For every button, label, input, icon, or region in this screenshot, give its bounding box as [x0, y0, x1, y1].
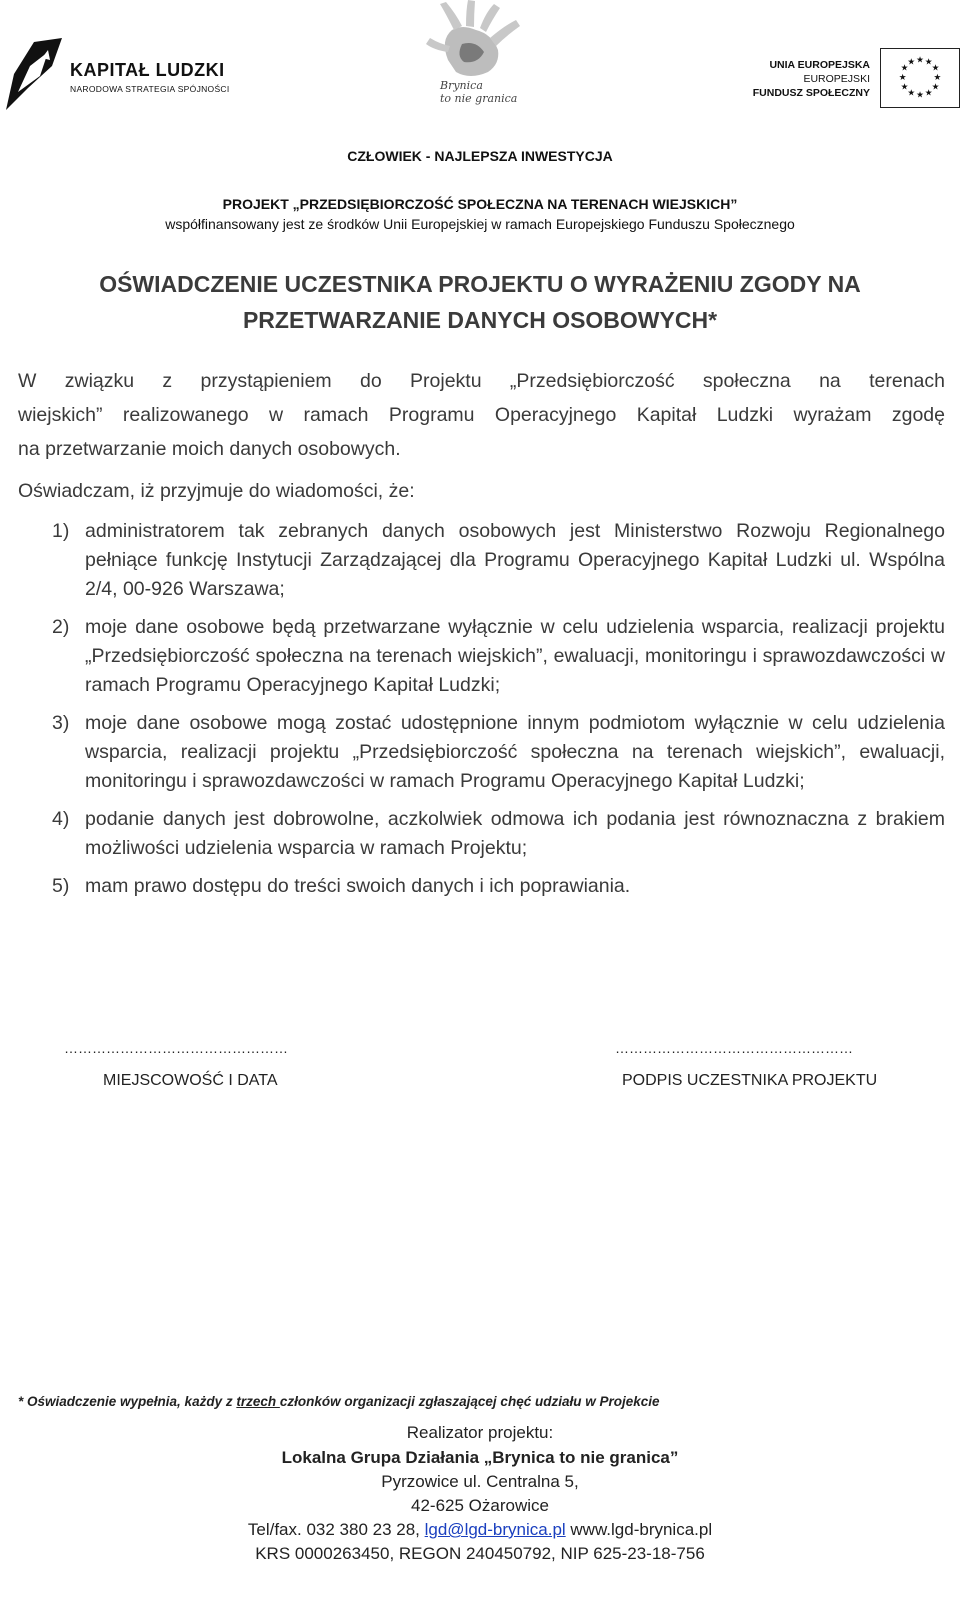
eu-logo-line2: EUROPEJSKI	[803, 73, 870, 85]
project-name: PROJEKT „PRZEDSIĘBIORCZOŚĆ SPOŁECZNA NA TERENACH WIEJSKICH”	[222, 196, 738, 212]
svg-text:★: ★	[916, 55, 924, 66]
address-line2: 42-625 Ożarowice	[411, 1496, 549, 1515]
document-title-line2: PRZETWARZANIE DANYCH OSOBOWYCH*	[242, 307, 718, 333]
intro-line1: W związku z przystąpieniem do Projektu „Przedsiębiorczość społeczna na terenach	[18, 370, 945, 392]
list-item	[52, 517, 945, 604]
brynica-logo-line2: to nie granica	[440, 92, 518, 105]
eu-flag-icon	[880, 48, 960, 108]
svg-text:★: ★	[933, 72, 942, 83]
document-title	[0, 266, 960, 338]
eu-logo	[748, 48, 960, 114]
svg-text:★: ★	[900, 63, 909, 74]
svg-text:★: ★	[924, 88, 933, 99]
contact-line	[0, 1518, 960, 1542]
svg-text:★: ★	[931, 82, 940, 93]
svg-text:★: ★	[931, 63, 940, 74]
intro-line3: na przetwarzanie moich danych osobowych.	[18, 438, 401, 460]
list-item-text: administratorem tak zebranych danych osobowych jest Ministerstwo Rozwoju Regionalnego pełniące funkcję Instytucji Zarządzającej dla Programu Operacyjnego Kapitał Ludzki ul. Wspólna 2/4, 00-926 Warszawa;	[85, 520, 945, 600]
cofinancing-note: współfinansowany jest ze środków Unii Europejskiej w ramach Europejskiego Funduszu Społecznego	[165, 216, 795, 232]
list-item-text: mam prawo dostępu do treści swoich danych i ich poprawiania.	[85, 875, 631, 897]
motto: CZŁOWIEK - NAJLEPSZA INWESTYCJA	[347, 148, 613, 164]
signature-line: ……………………………………………	[615, 1040, 853, 1056]
list-item-number: 2)	[52, 616, 70, 638]
phone-fax: Tel/fax. 032 380 23 28,	[247, 1520, 425, 1539]
signature-label: PODPIS UCZESTNIKA PROJEKTU	[622, 1072, 878, 1089]
list-item-text: podanie danych jest dobrowolne, aczkolwiek odmowa ich podania jest równoznaczna z brakiem możliwości udzielenia wsparcia w ramach Projektu;	[85, 808, 945, 859]
list-item	[52, 805, 945, 863]
list-item	[52, 613, 945, 700]
email-link[interactable]: lgd@lgd-brynica.pl	[424, 1520, 566, 1539]
kapital-ludzki-emblem-icon	[4, 36, 66, 114]
footnote-text-start: * Oświadczenie wypełnia, każdy z	[18, 1394, 237, 1409]
footnote-text-end: członków organizacji zgłaszającej chęć udziału w Projekcie	[279, 1394, 660, 1409]
list-item	[52, 872, 945, 901]
eu-logo-line1: UNIA EUROPEJSKA	[769, 59, 870, 71]
eu-logo-line3: FUNDUSZ SPOŁECZNY	[752, 87, 870, 99]
document-title-line1: OŚWIADCZENIE UCZESTNIKA PROJEKTU O WYRAŻENIU ZGODY NA	[99, 271, 861, 297]
declaration-list	[52, 517, 945, 910]
svg-text:★: ★	[898, 72, 907, 83]
brynica-logo-text	[440, 79, 517, 105]
place-date-line: …………………………………………	[64, 1040, 288, 1056]
eu-logo-text	[753, 58, 870, 100]
address-line1: Pyrzowice ul. Centralna 5,	[381, 1472, 579, 1491]
list-item-text: moje dane osobowe mogą zostać udostępnione innym podmiotom wyłącznie w celu udzielenia wsparcia, realizacji projektu „Przedsiębiorczość społeczna na terenach wiejskich”, ewaluacji, monitoringu i sprawozdawczości w ramach Programu Operacyjnego Kapitał Ludzki;	[85, 712, 945, 792]
place-date-label: MIEJSCOWOŚĆ I DATA	[103, 1072, 278, 1089]
kapital-ludzki-logo	[4, 36, 254, 114]
kapital-ludzki-subtitle: NARODOWA STRATEGIA SPÓJNOŚCI	[70, 84, 230, 94]
realizer-label: Realizator projektu:	[406, 1423, 554, 1442]
svg-text:★: ★	[916, 90, 924, 101]
brynica-logo-line1: Brynica	[440, 79, 483, 92]
svg-text:★: ★	[900, 82, 909, 93]
list-item-number: 3)	[52, 712, 70, 734]
list-item-number: 4)	[52, 808, 70, 830]
footnote-underlined: trzech	[236, 1394, 280, 1409]
svg-text:★: ★	[907, 57, 916, 68]
hand-print-icon	[418, 0, 542, 82]
list-item-number: 5)	[52, 875, 70, 897]
kapital-ludzki-title: KAPITAŁ LUDZKI	[70, 60, 225, 80]
svg-text:★: ★	[907, 88, 916, 99]
website: www.lgd-brynica.pl	[565, 1520, 713, 1539]
svg-text:★: ★	[924, 57, 933, 68]
footnote	[18, 1394, 660, 1409]
list-item-number: 1)	[52, 520, 70, 542]
declaration-text: Oświadczam, iż przyjmuje do wiadomości, że:	[18, 480, 415, 502]
brynica-logo	[418, 0, 542, 112]
intro-line2: wiejskich” realizowanego w ramach Programu Operacyjnego Kapitał Ludzki wyrażam zgodę	[18, 404, 945, 426]
organization-name: Lokalna Grupa Działania „Brynica to nie granica”	[281, 1448, 679, 1467]
registry-numbers: KRS 0000263450, REGON 240450792, NIP 625-23-18-756	[255, 1544, 705, 1563]
list-item	[52, 709, 945, 796]
list-item-text: moje dane osobowe będą przetwarzane wyłącznie w celu udzielenia wsparcia, realizacji projektu „Przedsiębiorczość społeczna na terenach wiejskich”, ewaluacji, monitoringu i sprawozdawczości w ramach Programu Operacyjnego Kapitał Ludzki;	[85, 616, 945, 696]
